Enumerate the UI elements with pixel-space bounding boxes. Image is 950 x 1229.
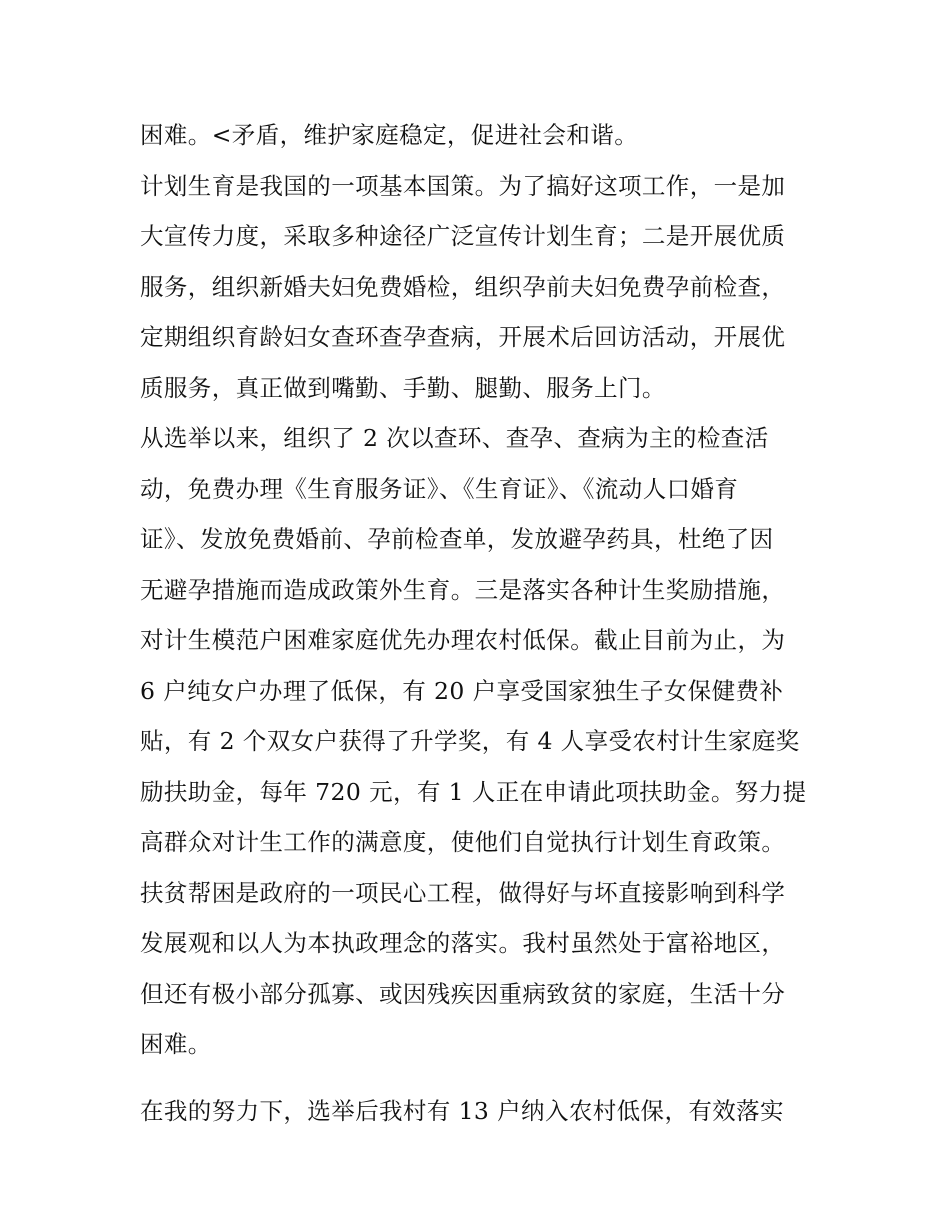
text-line: 6 户纯女户办理了低保，有 20 户享受国家独生子女保健费补 (140, 676, 784, 705)
paragraph-2 (140, 161, 820, 414)
text-line: 贴，有 2 个双女户获得了升学奖，有 4 人享受农村计生家庭奖 (140, 727, 800, 755)
text-line: 励扶助金，每年 720 元，有 1 人正在申请此项扶助金。努力提 (140, 777, 807, 806)
text-line: 动，免费办理《生育服务证》、《生育证》、《流动人口婚育 (140, 474, 739, 503)
text-line: 从选举以来，组织了 2 次以查环、查孕、查病为主的检查活 (140, 424, 769, 452)
text-line: 计划生育是我国的一项基本国策。为了搞好这项工作，一是加 (140, 171, 786, 200)
text-line: 无避孕措施而造成政策外生育。三是落实各种计生奖励措施， (140, 575, 786, 604)
text-line: 发展观和以人为本执政理念的落实。我村虽然处于富裕地区， (140, 929, 786, 957)
text-line: 但还有极小部分孤寡、或因残疾因重病致贫的家庭，生活十分 (140, 979, 786, 1008)
text-line: 对计生模范户困难家庭优先办理农村低保。截止目前为止，为 (140, 626, 786, 654)
text-line: 扶贫帮困是政府的一项民心工程，做得好与坏直接影响到科学 (140, 878, 786, 907)
text-line: 服务，组织新婚夫妇免费婚检，组织孕前夫妇免费孕前检查， (140, 272, 786, 301)
paragraph-5 (140, 1086, 820, 1137)
text-line: 定期组织育龄妇女查环查孕查病，开展术后回访活动，开展优 (140, 323, 786, 351)
text-line: 困难。<矛盾，维护家庭稳定，促进社会和谐。 (140, 121, 639, 149)
paragraph-1 (140, 110, 820, 161)
text-line: 高群众对计生工作的满意度，使他们自觉执行计划生育政策。 (140, 828, 786, 856)
text-line: 在我的努力下，选举后我村有 13 户纳入农村低保，有效落实 (140, 1096, 784, 1125)
paragraph-3 (140, 413, 820, 868)
paragraph-4 (140, 868, 820, 1070)
document-page (140, 110, 820, 1136)
text-line: 质服务，真正做到嘴勤、手勤、腿勤、服务上门。 (140, 373, 666, 402)
text-line: 困难。 (140, 1030, 212, 1058)
text-line: 大宣传力度，采取多种途径广泛宣传计划生育；二是开展优质 (140, 222, 786, 250)
text-line: 证》、发放免费婚前、孕前检查单，发放避孕药具，杜绝了因 (140, 525, 774, 553)
